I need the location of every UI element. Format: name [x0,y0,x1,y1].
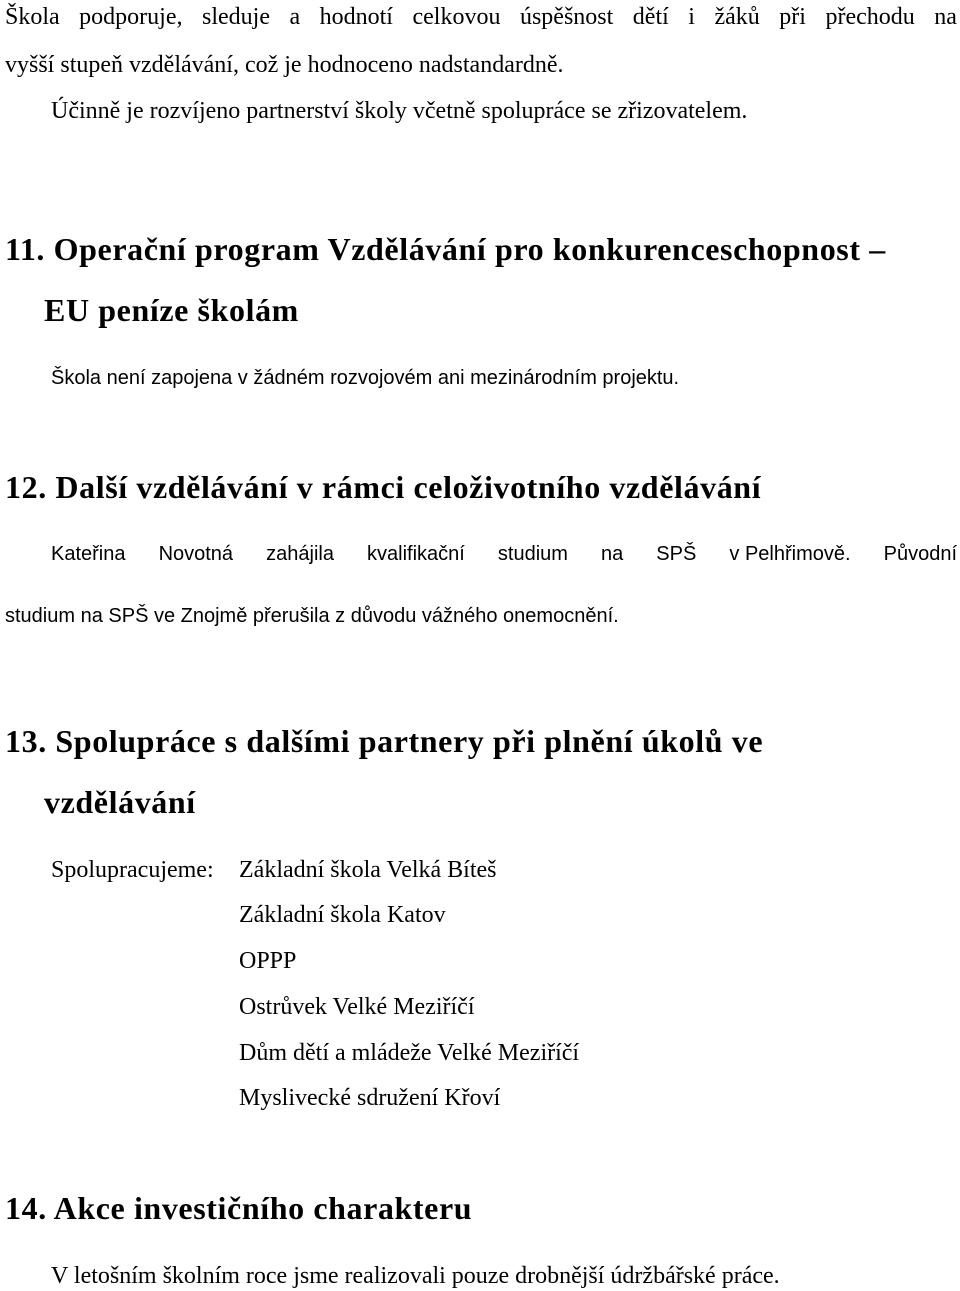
section-11-text: Škola není zapojena v žádném rozvojovém ani mezinárodním projektu. [51,367,680,389]
para-word: SPŠ [656,543,697,565]
partner-item: Základní škola Katov [239,902,446,928]
section-11-heading: 11. Operační program Vzdělávání pro konkurenceschopnost – [5,231,886,267]
section-13-heading-cont: vzdělávání [44,784,196,820]
intro-word: na [934,4,957,30]
section-11-heading-cont: EU peníze školám [44,292,299,328]
para-word: Kateřina [51,543,126,565]
section-12-para-line-1 [51,540,957,568]
intro-word: přechodu [825,4,915,30]
intro-word: celkovou [412,4,501,30]
partner-item: Myslivecké sdružení Křoví [239,1085,501,1111]
intro-word: žáků [714,4,760,30]
section-14-heading: 14. Akce investičního charakteru [5,1190,473,1226]
partner-item: Základní škola Velká Bíteš [239,857,497,883]
section-14-text: V letošním školním roce jsme realizovali pouze drobnější údržbářské práce. [51,1263,780,1289]
para-word: Novotná [158,543,234,565]
para-word: kvalifikační [367,543,465,565]
intro-line-1 [5,2,957,32]
section-12-para-line-2: studium na SPŠ ve Znojmě přerušila z důvodu vážného onemocnění. [5,605,619,627]
intro-word: sleduje [201,4,270,30]
intro-word: při [779,4,806,30]
partner-item: Dům dětí a mládeže Velké Meziříčí [239,1040,580,1066]
intro-line-2: vyšší stupeň vzdělávání, což je hodnoceno nadstandardně. [5,52,564,78]
intro-line-3: Účinně je rozvíjeno partnerství školy včetně spolupráce se zřizovatelem. [51,98,748,124]
para-word: zahájila [266,543,334,565]
intro-word: dětí [632,4,669,30]
intro-word: Škola [5,4,60,30]
section-13-heading: 13. Spolupráce s dalšími partnery při plnění úkolů ve [5,723,764,759]
para-word: na [600,543,624,565]
partner-item: OPPP [239,948,297,974]
partners-label: Spolupracujeme: [51,857,214,883]
intro-word: i [688,4,695,30]
para-word: Původní [883,543,957,565]
intro-word: úspěšnost [519,4,614,30]
intro-word: hodnotí [319,4,393,30]
intro-word: a [289,4,301,30]
para-word: v Pelhřimově. [729,543,851,565]
para-word: studium [497,543,568,565]
partner-item: Ostrůvek Velké Meziříčí [239,994,475,1020]
intro-word: podporuje, [79,4,183,30]
section-12-heading: 12. Další vzdělávání v rámci celoživotního vzdělávání [5,469,762,505]
